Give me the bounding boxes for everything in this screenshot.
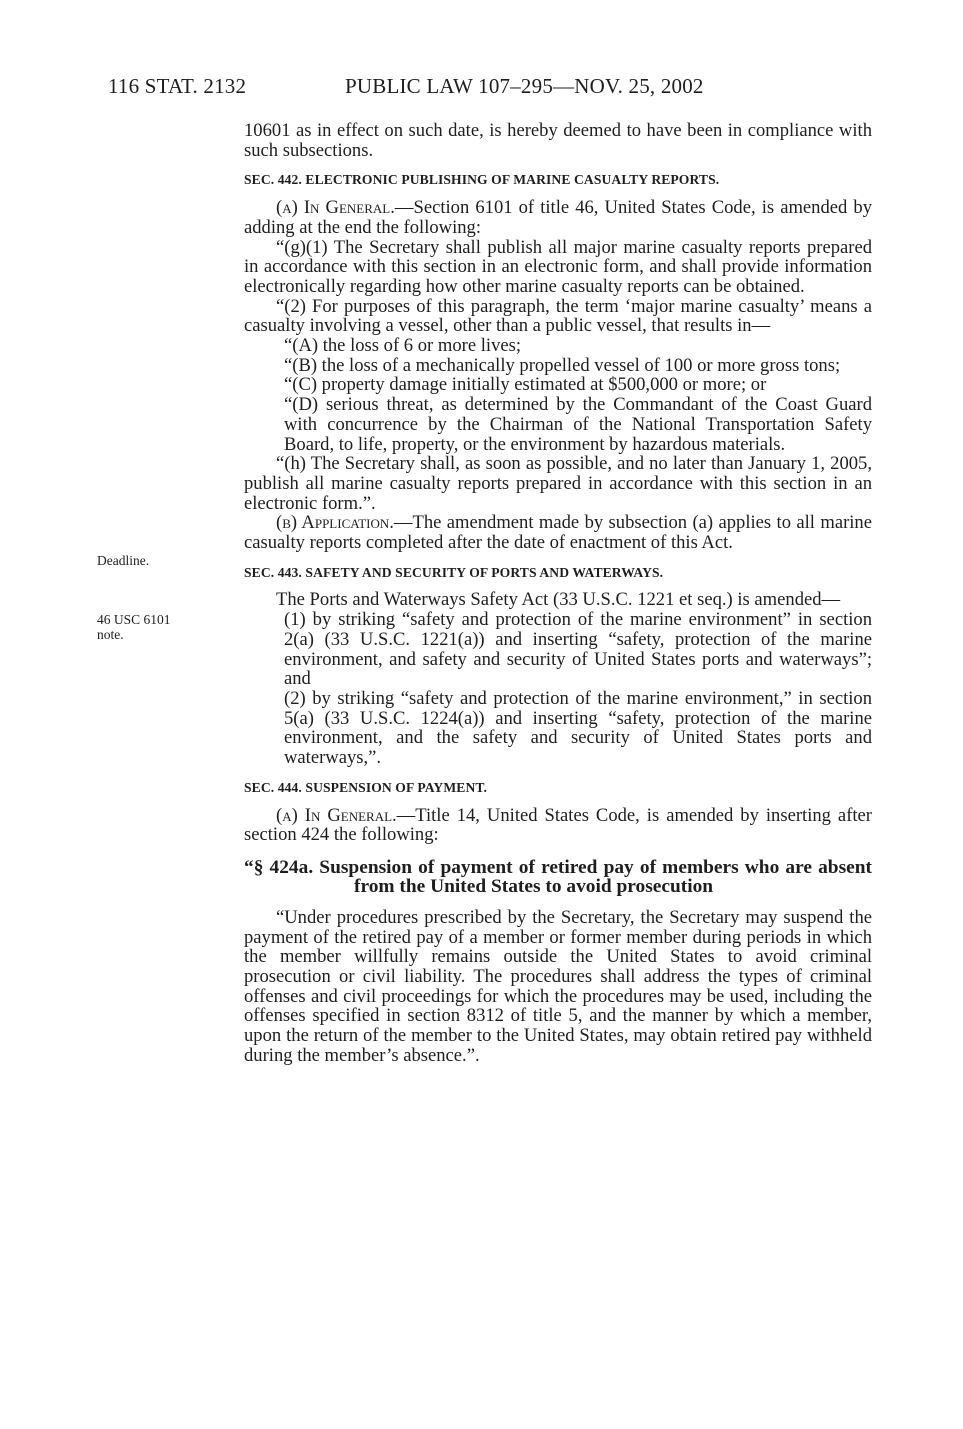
section-444-subsection-a	[244, 806, 872, 845]
section-442-subsection-a	[244, 198, 872, 237]
law-title: PUBLIC LAW 107–295—NOV. 25, 2002	[345, 74, 704, 98]
clause-C: “(C) property damage initially estimated at $500,000 or more; or	[284, 374, 767, 396]
document-body	[244, 121, 872, 1066]
paragraph-g1: “(g)(1) The Secretary shall publish all major marine casualty reports prepared in accordance with this section in an electronic form, and shall provide information electronically regarding how other marine casualty reports can be obtained.	[244, 236, 872, 297]
margin-note-deadline: Deadline.	[97, 553, 150, 568]
section-443-heading: SEC. 443. SAFETY AND SECURITY OF PORTS AND WATERWAYS.	[244, 564, 664, 580]
subsection-a-text: —Section 6101 of title 46, United States Code, is amended by adding at the end the following:	[244, 197, 873, 238]
subsection-b-text: —The amendment made by subsection (a) applies to all marine casualty reports completed after the date of enactment of this Act.	[244, 512, 872, 554]
section-424a-heading: “§ 424a. Suspension of payment of retired pay of members who are absent from the United States to avoid prosecution	[244, 856, 872, 897]
clause-A: “(A) the loss of 6 or more lives;	[284, 335, 522, 357]
section-444-a-label: (a) In General.	[276, 804, 397, 826]
clause-B	[244, 356, 872, 376]
continued-paragraph: 10601 as in effect on such date, is hereby deemed to have been in compliance with such subsections.	[244, 120, 872, 161]
section-444-heading: SEC. 444. SUSPENSION OF PAYMENT.	[244, 779, 488, 795]
section-442-heading: SEC. 442. ELECTRONIC PUBLISHING OF MARINE CASUALTY REPORTS.	[244, 172, 720, 188]
section-443-item-1: (1) by striking “safety and protection of the marine environment” in section 2(a) (33 U.S.C. 1221(a)) and inserting “safety, protection of the marine environment, and safety and security of United States ports and waterways”; and	[284, 609, 872, 690]
section-443-item-2: (2) by striking “safety and protection of the marine environment,” in section 5(a) (33 U.S.C. 1224(a)) and inserting “safety, protection of the marine environment, and the safety and security of United States ports and waterways,”.	[284, 687, 872, 769]
stat-page-number: 116 STAT. 2132	[108, 74, 247, 98]
subsection-a-label: (a) In General.	[276, 197, 395, 219]
section-424a-text: “Under procedures prescribed by the Secretary, the Secretary may suspend the payment of the retired pay of a member or former member during periods in which the member willfully remains outside the United States to avoid criminal prosecution or civil liability. The procedures shall address the types of criminal offenses and civil proceedings for which the procedures may be used, including the offenses specified in section 8312 of title 5, and the manner by which a member, upon the return of the member to the United States, may obtain retired pay withheld during the member’s absence.”.	[244, 906, 872, 1066]
paragraph-h: “(h) The Secretary shall, as soon as possible, and no later than January 1, 2005, publish all marine casualty reports prepared in accordance with this section in an electronic form.”.	[244, 453, 872, 514]
clause-B-text: “(B) the loss of a mechanically propelled vessel of 100 or more gross tons;	[284, 354, 841, 376]
section-443-intro: The Ports and Waterways Safety Act (33 U.S.C. 1221 et seq.) is amended—	[276, 589, 841, 611]
paragraph-g2: “(2) For purposes of this paragraph, the term ‘major marine casualty’ means a casualty involving a vessel, other than a public vessel, that results in—	[244, 295, 872, 337]
subsection-b-label: (b) Application.	[276, 512, 394, 534]
margin-note-usc-line2: note.	[97, 627, 124, 642]
section-444-a-text: —Title 14, United States Code, is amended by inserting after section 424 the following:	[244, 804, 872, 846]
clause-D: “(D) serious threat, as determined by the Commandant of the Coast Guard with concurrence by the Chairman of the National Transportation Safety Board, to life, property, or the environment by hazardous materials.	[284, 394, 872, 455]
margin-note-usc	[97, 612, 217, 642]
margin-note-usc-line1: 46 USC 6101	[97, 612, 171, 627]
section-442-subsection-b	[244, 513, 872, 552]
